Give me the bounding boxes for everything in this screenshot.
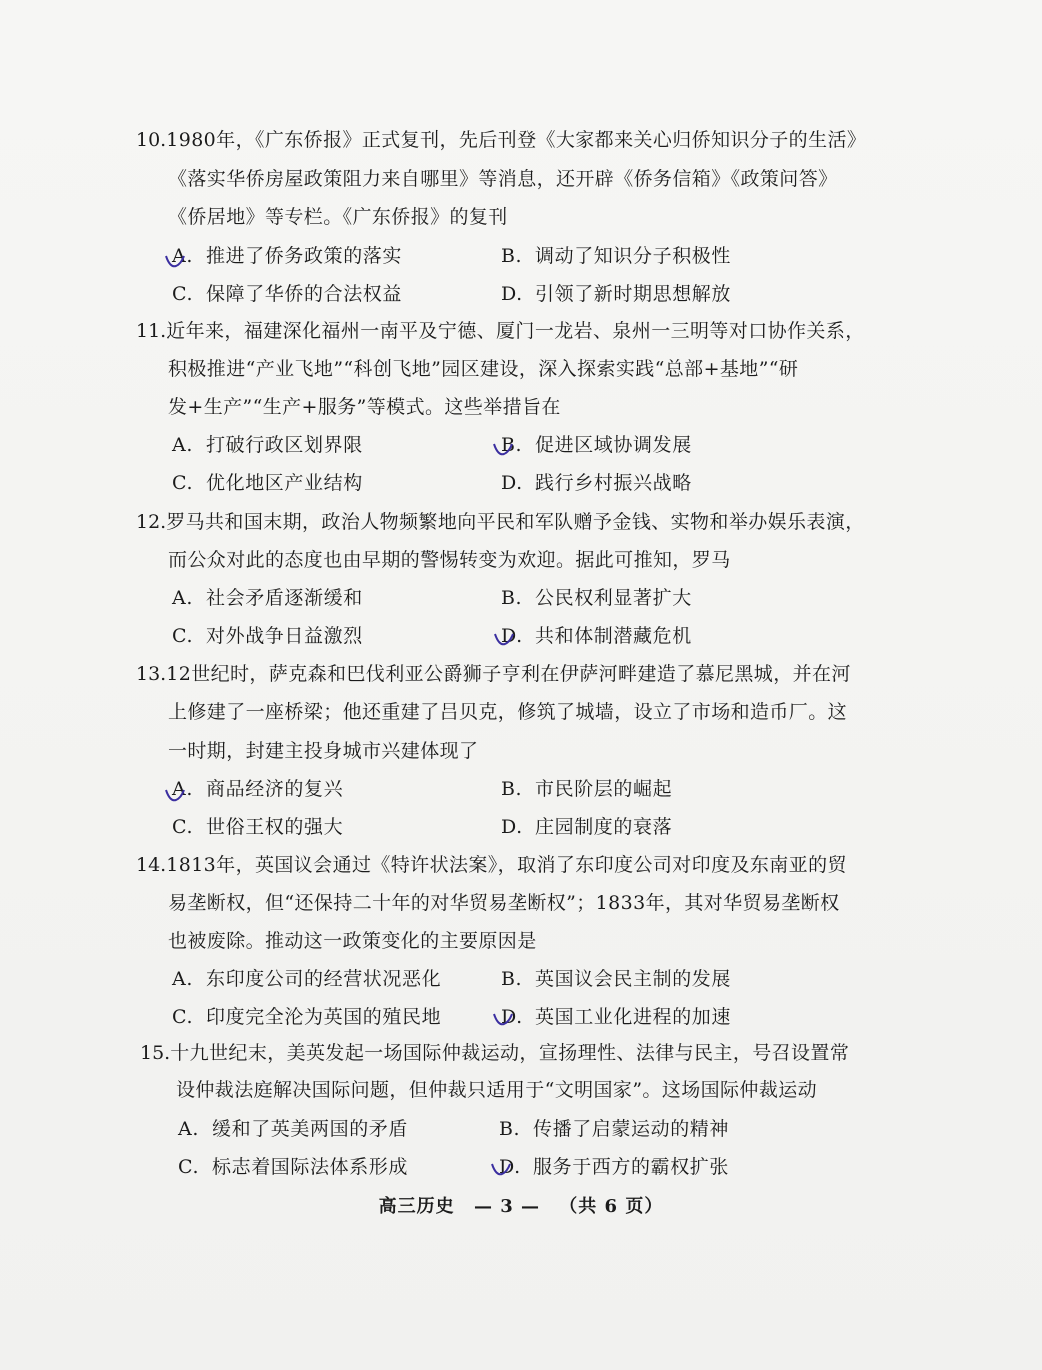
q14-option-a: A. 东印度公司的经营状况恶化 [172,968,442,990]
q14-line-1 [136,853,847,877]
q11-option-b: B. 促进区域协调发展 [501,434,692,456]
q14-stem-3: 也被废除。推动这一政策变化的主要原因是 [168,930,537,952]
q14-number: 14. [136,854,167,876]
q15-option-b: B. 传播了启蒙运动的精神 [499,1118,730,1140]
q12-stem-2: 而公众对此的态度也由早期的警惕转变为欢迎。据此可推知，罗马 [168,549,731,571]
q11-option-a: A. 打破行政区划界限 [172,434,363,456]
footer-page-number: — 3 — [473,1196,540,1217]
q11-stem-2: 积极推进“产业飞地”“科创飞地”园区建设，深入探索实践“总部+基地”“研 [168,358,799,380]
q13-stem-3: 一时期，封建主投身城市兴建体现了 [168,740,479,762]
q15-option-c: C. 标志着国际法体系形成 [178,1156,409,1178]
q12-option-a: A. 社会矛盾逐渐缓和 [172,587,363,609]
q13-option-a: A. 商品经济的复兴 [172,778,344,800]
footer-total-pages: （共 6 页） [559,1196,664,1217]
q12-option-b: B. 公民权利显著扩大 [501,587,692,609]
q10-option-d: D. 引领了新时期思想解放 [501,283,732,305]
q15-option-a: A. 缓和了英美两国的矛盾 [178,1118,409,1140]
q13-number: 13. [136,663,167,685]
q13-stem-2: 上修建了一座桥梁；他还重建了吕贝克，修筑了城墙，设立了市场和造币厂。这 [168,701,848,723]
q11-line-1 [136,319,865,343]
q14-option-d: D. 英国工业化进程的加速 [501,1006,732,1028]
q11-stem-1: 近年来，福建深化福州一南平及宁德、厦门一龙岩、泉州一三明等对口协作关系， [166,320,865,342]
q10-number: 10. [136,129,167,151]
q10-stem-2: 《落实华侨房屋政策阻力来自哪里》等消息，还开辟《侨务信箱》《政策问答》 [168,168,838,190]
q11-option-d: D. 践行乡村振兴战略 [501,472,692,494]
q12-number: 12. [136,511,167,533]
q13-option-b: B. 市民阶层的崛起 [501,778,673,800]
q15-stem-2: 设仲裁法庭解决国际问题，但仲裁只适用于“文明国家”。这场国际仲裁运动 [176,1079,818,1101]
q14-stem-2: 易垄断权，但“还保持二十年的对华贸易垄断权”；1833年，其对华贸易垄断权 [168,892,840,914]
q10-option-a: A. 推进了侨务政策的落实 [172,245,403,267]
q14-option-b: B. 英国议会民主制的发展 [501,968,732,990]
q13-line-1 [136,662,851,686]
q15-option-d: D. 服务于西方的霸权扩张 [499,1156,730,1178]
q12-line-1 [136,510,865,534]
q13-option-c: C. 世俗王权的强大 [172,816,344,838]
page-footer [0,1192,1042,1218]
q14-stem-1: 1813年，英国议会通过《特许状法案》，取消了东印度公司对印度及东南亚的贸 [166,854,847,876]
q10-stem-3: 《侨居地》等专栏。《广东侨报》的复刊 [168,206,508,228]
q15-number: 15. [140,1042,171,1064]
q11-option-c: C. 优化地区产业结构 [172,472,363,494]
q14-option-c: C. 印度完全沦为英国的殖民地 [172,1006,442,1028]
q10-stem-1: 1980年，《广东侨报》正式复刊，先后刊登《大家都来关心归侨知识分子的生活》 [166,129,867,151]
q15-line-1 [140,1041,849,1065]
q11-stem-3: 发+生产”“生产+服务”等模式。这些举措旨在 [168,396,561,418]
q11-number: 11. [136,320,167,342]
q13-stem-1: 12世纪时，萨克森和巴伐利亚公爵狮子亨利在伊萨河畔建造了慕尼黑城，并在河 [166,663,851,685]
q10-option-c: C. 保障了华侨的合法权益 [172,283,403,305]
q10-option-b: B. 调动了知识分子积极性 [501,245,732,267]
footer-subject: 高三历史 [378,1196,455,1217]
q13-option-d: D. 庄园制度的衰落 [501,816,673,838]
q10-line-1 [136,128,866,152]
q12-stem-1: 罗马共和国末期，政治人物频繁地向平民和军队赠予金钱、实物和举办娱乐表演， [166,511,865,533]
q12-option-c: C. 对外战争日益激烈 [172,625,363,647]
q15-stem-1: 十九世纪末，美英发起一场国际仲裁运动，宣扬理性、法律与民主，号召设置常 [170,1042,850,1064]
q12-option-d: D. 共和体制潜藏危机 [501,625,692,647]
